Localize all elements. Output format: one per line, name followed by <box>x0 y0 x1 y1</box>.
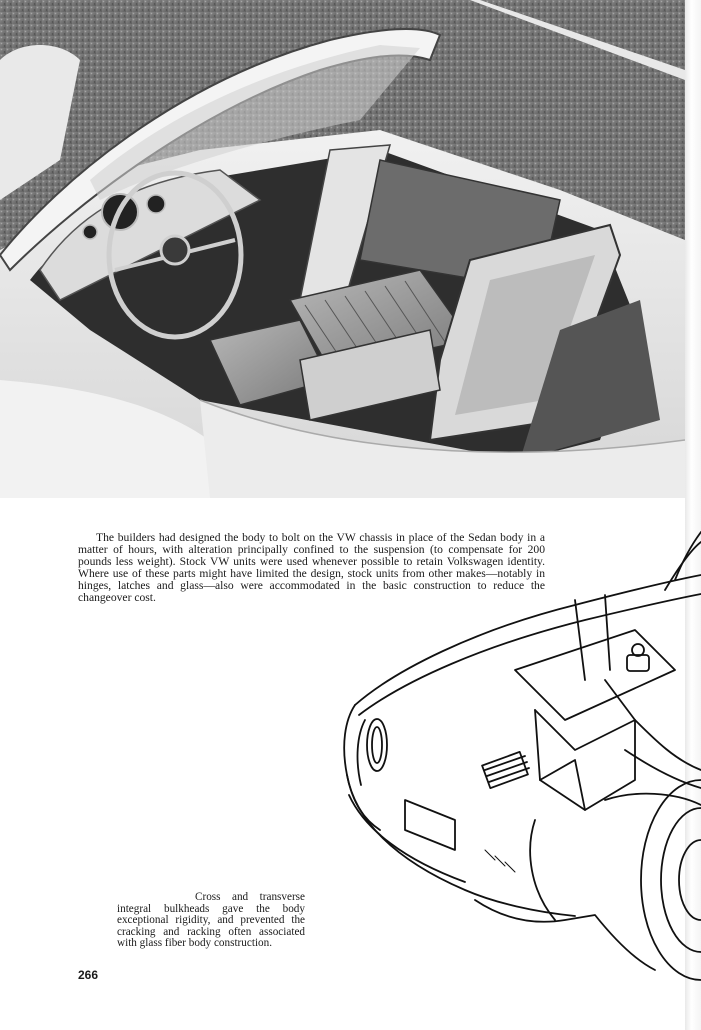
car-body-cutaway-drawing-icon <box>335 520 701 990</box>
illustration-caption: Cross and transverse integral bulkheads gave the body exceptional rigidity, and prevented the cracking and racking often associated with glass fiber body construction. <box>117 891 305 950</box>
car-interior-photo <box>0 0 685 498</box>
page-number: 266 <box>78 968 99 982</box>
car-body-illustration <box>335 520 701 990</box>
car-interior-photo-icon <box>0 0 685 498</box>
article-paragraph: The builders had designed the body to bolt on the VW chassis in place of the Sedan body in a matter of hours, with alteration principally confined to the suspension (to compensate for 200 pounds less weight). Stock VW units were used whenever possible to retain Volkswagen identity. Where use of these parts might have limited the design, stock units from other makes—notably in hinges, latches and glass—also were accommodated in the basic construction to reduce the changeover cost. <box>78 531 545 605</box>
